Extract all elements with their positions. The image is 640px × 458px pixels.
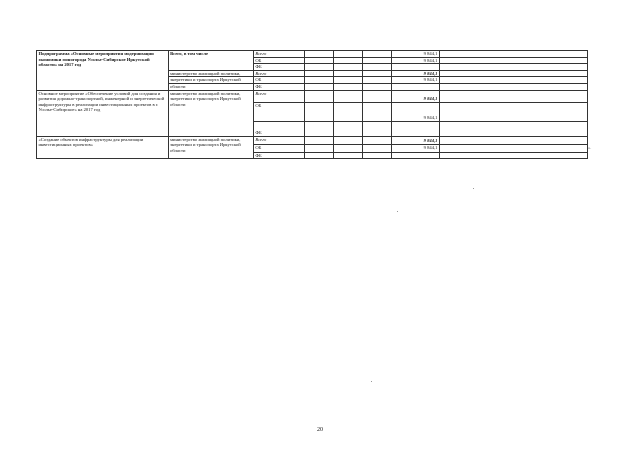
- responsible-cell: министерство жилищной политики,: [168, 70, 253, 77]
- responsible-cell: энергетики и транспорта Иркутской: [168, 77, 253, 84]
- funding-source: Всего: [253, 70, 304, 77]
- page-number: 20: [317, 427, 323, 433]
- responsible-cell: министерство жилищной политики, энергетики и транспорта Иркутской области: [168, 136, 253, 159]
- table-row: [37, 90, 588, 102]
- funding-source: ОБ: [253, 144, 304, 152]
- responsible-cell: Всего, в том числе: [168, 51, 253, 71]
- scan-speck: [473, 188, 474, 189]
- amount-value: [391, 83, 439, 90]
- responsible-cell: области: [168, 83, 253, 90]
- margin-mark: ».: [588, 145, 592, 150]
- table-row: [37, 136, 588, 144]
- amount-value: 9 844,1: [391, 144, 439, 152]
- program-table: [36, 50, 588, 159]
- funding-source: ФБ: [253, 152, 304, 159]
- amount-value: 9 844,1: [391, 70, 439, 77]
- funding-source: ОБ: [253, 57, 304, 64]
- funding-source: Всего: [253, 136, 304, 144]
- funding-source: ФБ: [253, 64, 304, 71]
- funding-source: ОБ: [253, 102, 304, 121]
- measure-name: «Создание объектов инфраструктуры для реализации инвестиционных проектов»: [37, 136, 169, 159]
- subprogram-name: Подпрограмма «Основные мероприятия модернизации экономики моногорода Усолье-Сибирское Иркутской области» на 2017 год: [37, 51, 169, 91]
- table-row: [37, 51, 588, 58]
- funding-source: Всего: [253, 51, 304, 58]
- amount-value: 9 844,1: [391, 136, 439, 144]
- amount-value: [391, 152, 439, 159]
- responsible-cell: министерство жилищной политики, энергетики и транспорта Иркутской области: [168, 90, 253, 136]
- funding-source: ОБ: [253, 77, 304, 84]
- amount-value: 9 844,1: [391, 51, 439, 58]
- funding-source: Всего: [253, 90, 304, 102]
- amount-value: 9 844,1: [391, 90, 439, 102]
- measure-name: Основное мероприятие «Обеспечение условий для создания и развития дорожно-транспортной, инженерной и энергетической инфраструктуры в реализации инвестиционных проектов в г. Усолье-Сибирское» на 2017 год: [37, 90, 169, 136]
- amount-value: 9 844,1: [391, 102, 439, 121]
- amount-value: [391, 121, 439, 136]
- funding-source: ФБ: [253, 121, 304, 136]
- scan-speck: [371, 381, 372, 382]
- amount-value: [391, 64, 439, 71]
- amount-value: 9 844,1: [391, 77, 439, 84]
- funding-source: ФБ: [253, 83, 304, 90]
- scan-speck: [397, 211, 398, 212]
- amount-value: 9 844,1: [391, 57, 439, 64]
